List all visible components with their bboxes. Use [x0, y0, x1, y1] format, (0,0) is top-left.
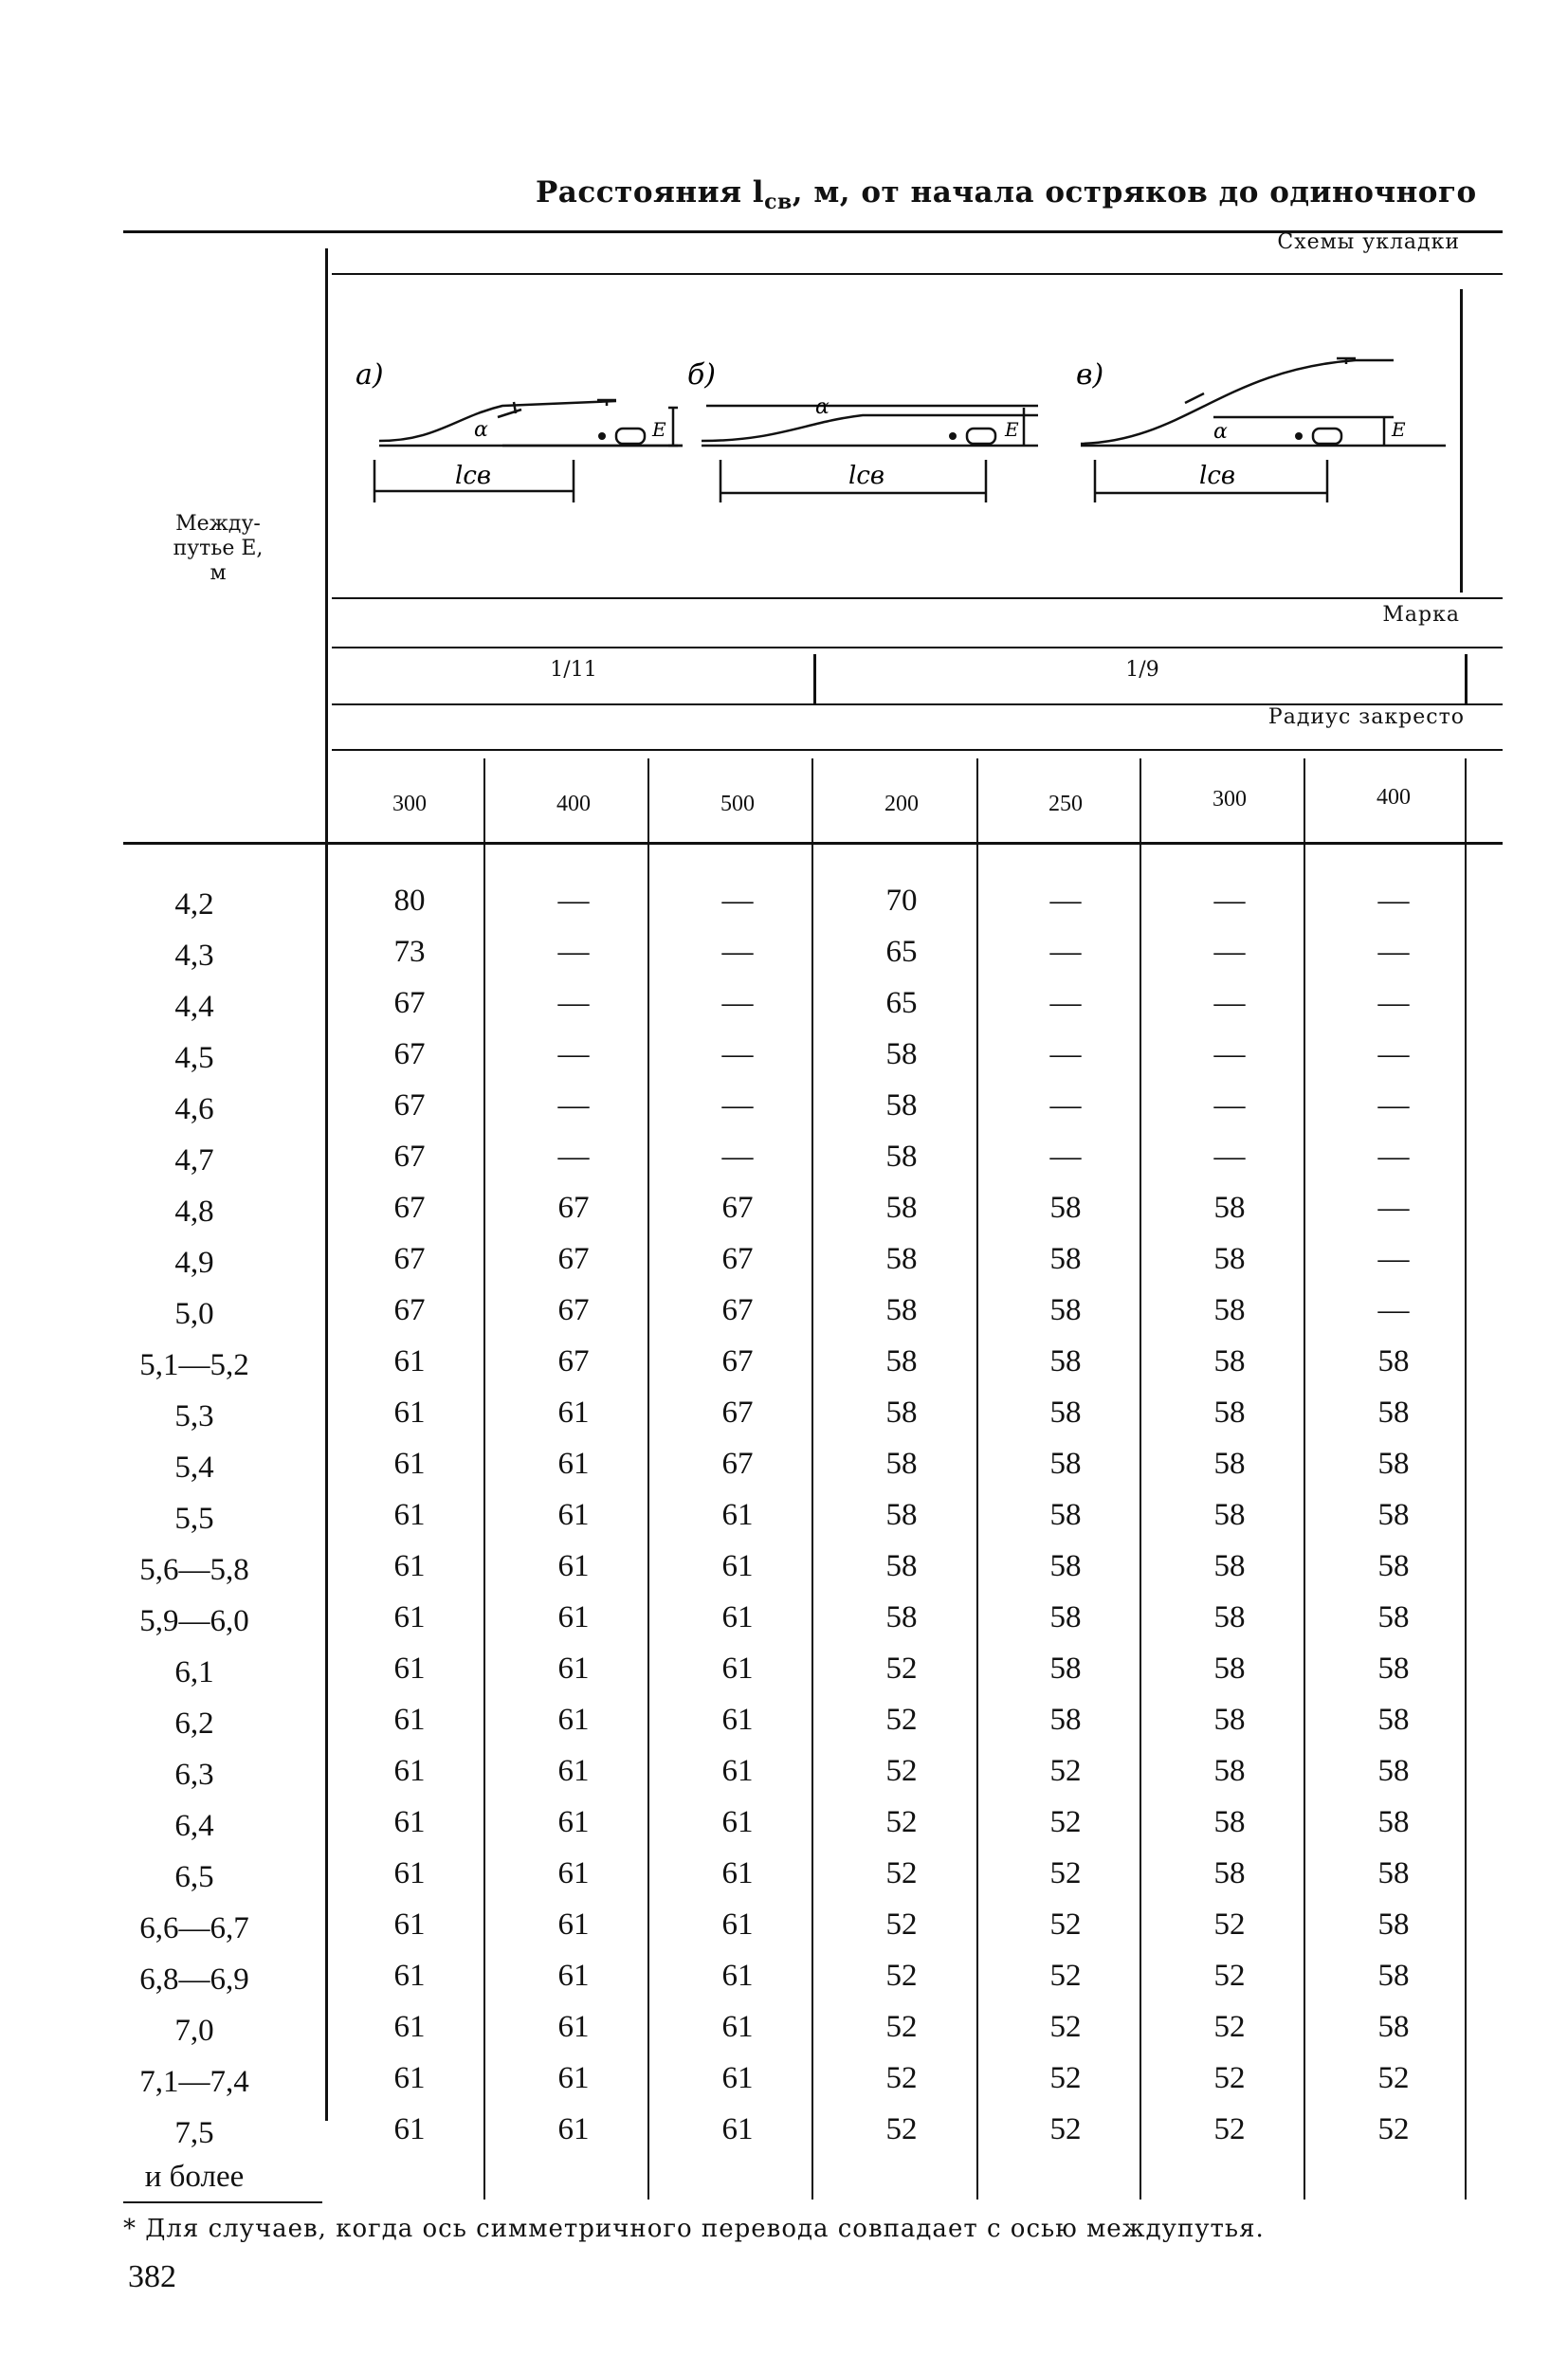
table-cell: 61 [393, 2061, 426, 2095]
row-label: 4,3 [174, 939, 214, 973]
table-cell: 67 [721, 1344, 754, 1378]
table-cell: 61 [557, 2112, 590, 2146]
table-cell: 52 [1049, 1856, 1082, 1890]
row-label: 7,5 [174, 2116, 214, 2150]
table-cell: — [721, 884, 754, 918]
row-label: 5,5 [174, 1502, 214, 1536]
table-cell: — [1377, 1242, 1410, 1276]
table-cell: — [721, 1088, 754, 1123]
table-cell: 58 [885, 1088, 918, 1123]
row-label: 6,6—6,7 [139, 1911, 249, 1945]
table-cell: 58 [1213, 1293, 1246, 1327]
row-label: 5,0 [174, 1297, 214, 1331]
table-cell: 58 [1213, 1600, 1246, 1634]
row-label: 6,3 [174, 1758, 214, 1792]
diagram-a-label: lсв [455, 462, 492, 490]
row-label: 4,2 [174, 887, 214, 922]
table-cell: 52 [885, 1908, 918, 1942]
table-cell: 58 [1377, 2010, 1410, 2044]
table-cell: 61 [721, 1652, 754, 1686]
marka-1-11: 1/11 [550, 658, 597, 682]
table-cell: 58 [1049, 1549, 1082, 1583]
table-cell: 61 [393, 1652, 426, 1686]
table-cell: 61 [557, 1703, 590, 1737]
table-cell: 52 [1049, 1908, 1082, 1942]
table-cell: 58 [1377, 1600, 1410, 1634]
table-cell: 58 [885, 1293, 918, 1327]
table-cell: 67 [393, 1191, 426, 1225]
table-cell: 65 [885, 986, 918, 1020]
table-cell: — [557, 986, 590, 1020]
table-cell: — [1049, 935, 1082, 969]
table-cell: 58 [1377, 1754, 1410, 1788]
table-cell: 61 [393, 1344, 426, 1378]
table-cell: 61 [557, 1600, 590, 1634]
table-cell: — [1213, 1088, 1246, 1123]
footnote: * Для случаев, когда ось симметричного перевода совпадает с осью междупутья. [123, 2215, 1265, 2243]
table-cell: 67 [557, 1191, 590, 1225]
marka-1-9: 1/9 [1125, 658, 1159, 682]
table-cell: 58 [1377, 1805, 1410, 1839]
row-label: 6,1 [174, 1655, 214, 1689]
last-row-extra: и более [144, 2160, 245, 2194]
table-cell: — [1049, 884, 1082, 918]
row-label: 6,4 [174, 1809, 214, 1843]
table-cell: 58 [1049, 1293, 1082, 1327]
row-label: 4,7 [174, 1143, 214, 1177]
table-cell: — [721, 986, 754, 1020]
table-cell: 52 [885, 2061, 918, 2095]
table-cell: 61 [721, 2061, 754, 2095]
table-cell: 61 [557, 1856, 590, 1890]
left-column-divider [325, 248, 328, 2121]
radius-col-2: 400 [556, 792, 591, 816]
table-cell: — [1213, 884, 1246, 918]
table-cell: 58 [885, 1140, 918, 1174]
table-cell: 61 [721, 1600, 754, 1634]
table-cell: 52 [1213, 2010, 1246, 2044]
table-cell: 58 [885, 1600, 918, 1634]
marka-right-border [1465, 654, 1468, 703]
table-cell: 52 [1377, 2061, 1410, 2095]
table-cell: — [721, 935, 754, 969]
table-cell: 61 [393, 1959, 426, 1993]
table-cell: — [557, 1088, 590, 1123]
table-cell: 67 [393, 1242, 426, 1276]
row-label: 6,8—6,9 [139, 1962, 249, 1997]
table-cell: — [1377, 1037, 1410, 1071]
table-cell: 52 [1049, 2112, 1082, 2146]
table-cell: 61 [557, 1498, 590, 1532]
page-number: 382 [128, 2259, 176, 2294]
table-cell: 58 [885, 1344, 918, 1378]
table-cell: 52 [1213, 2112, 1246, 2146]
diagram-v-alpha: α [1213, 420, 1228, 444]
table-cell: 70 [885, 884, 918, 918]
table-cell: 61 [721, 1959, 754, 1993]
table-cell: 52 [885, 1805, 918, 1839]
table-cell: 58 [1377, 1908, 1410, 1942]
table-cell: — [557, 884, 590, 918]
table-cell: 58 [1213, 1498, 1246, 1532]
table-cell: — [1377, 1088, 1410, 1123]
table-cell: 61 [393, 1805, 426, 1839]
table-cell: 61 [721, 2112, 754, 2146]
table-cell: — [1049, 1037, 1082, 1071]
table-cell: — [721, 1037, 754, 1071]
table-cell: — [1377, 1191, 1410, 1225]
table-cell: — [721, 1140, 754, 1174]
table-cell: — [557, 1037, 590, 1071]
table-cell: 58 [885, 1549, 918, 1583]
row-label: 4,6 [174, 1092, 214, 1126]
table-cell: 61 [557, 1805, 590, 1839]
radius-col-7: 400 [1377, 785, 1411, 810]
table-cell: 52 [1049, 2010, 1082, 2044]
table-cell: 58 [1377, 1652, 1410, 1686]
table-cell: 58 [885, 1396, 918, 1430]
diagram-a-alpha: α [474, 418, 488, 442]
diagram-v-letter: в) [1076, 358, 1104, 392]
table-cell: 58 [1049, 1396, 1082, 1430]
table-cell: 52 [885, 1959, 918, 1993]
table-cell: 61 [557, 1959, 590, 1993]
table-cell: 52 [885, 2010, 918, 2044]
table-cell: 52 [1213, 1959, 1246, 1993]
table-cell: — [1049, 1088, 1082, 1123]
row-label: 5,6—5,8 [139, 1553, 249, 1587]
table-cell: 58 [1213, 1242, 1246, 1276]
table-cell: — [1213, 1037, 1246, 1071]
table-cell: 61 [393, 2010, 426, 2044]
radius-col-5: 250 [1048, 792, 1083, 816]
table-cell: 67 [557, 1242, 590, 1276]
radius-col-6: 300 [1212, 787, 1247, 812]
diagram-b-letter: б) [687, 358, 717, 392]
table-cell: 58 [1213, 1396, 1246, 1430]
table-cell: 67 [721, 1242, 754, 1276]
table-cell: 67 [721, 1191, 754, 1225]
table-cell: — [1377, 884, 1410, 918]
table-cell: 58 [885, 1498, 918, 1532]
radius-col-3: 500 [720, 792, 755, 816]
table-cell: 61 [557, 1549, 590, 1583]
table-cell: 61 [393, 1856, 426, 1890]
marka-divider [813, 654, 816, 703]
table-cell: 52 [885, 1754, 918, 1788]
schemes-rule [332, 273, 1503, 275]
row-label: 5,1—5,2 [139, 1348, 249, 1382]
table-cell: — [1377, 935, 1410, 969]
table-cell: 52 [885, 1856, 918, 1890]
table-cell: 61 [393, 1600, 426, 1634]
table-cell: 58 [1213, 1344, 1246, 1378]
table-cell: 58 [1049, 1191, 1082, 1225]
table-cell: 67 [721, 1447, 754, 1481]
table-cell: 61 [557, 1396, 590, 1430]
table-cell: 58 [1049, 1242, 1082, 1276]
diagram-b-label: lсв [848, 462, 885, 490]
table-cell: 58 [1377, 1396, 1410, 1430]
diagram-b-e: E [1005, 418, 1019, 441]
table-cell: 58 [1049, 1600, 1082, 1634]
table-cell: 65 [885, 935, 918, 969]
table-cell: 61 [721, 1703, 754, 1737]
table-cell: 52 [1213, 1908, 1246, 1942]
table-cell: 67 [721, 1396, 754, 1430]
table-cell: 67 [393, 1088, 426, 1123]
table-cell: — [1377, 1293, 1410, 1327]
table-cell: 58 [1049, 1447, 1082, 1481]
table-cell: 58 [1049, 1703, 1082, 1737]
table-cell: 61 [721, 1754, 754, 1788]
left-column-header: Между- путье E, м [173, 512, 264, 585]
table-cell: 61 [393, 2112, 426, 2146]
table-cell: 61 [393, 1908, 426, 1942]
table-cell: 58 [1213, 1191, 1246, 1225]
table-cell: 52 [885, 1652, 918, 1686]
table-cell: 58 [1377, 1447, 1410, 1481]
table-cell: 58 [1213, 1856, 1246, 1890]
table-cell: 58 [1377, 1856, 1410, 1890]
table-cell: 61 [721, 2010, 754, 2044]
table-cell: — [1213, 986, 1246, 1020]
col-divider [647, 758, 649, 2200]
table-cell: 58 [1377, 1549, 1410, 1583]
table-cell: 58 [885, 1191, 918, 1225]
row-label: 6,5 [174, 1860, 214, 1894]
table-cell: 52 [885, 2112, 918, 2146]
table-cell: 67 [557, 1293, 590, 1327]
table-cell: 67 [393, 986, 426, 1020]
table-cell: 52 [1049, 2061, 1082, 2095]
table-cell: 61 [557, 1652, 590, 1686]
table-cell: 61 [393, 1396, 426, 1430]
table-cell: 58 [1213, 1652, 1246, 1686]
table-cell: 61 [557, 1754, 590, 1788]
row-label: 5,3 [174, 1399, 214, 1433]
row-label: 4,4 [174, 990, 214, 1024]
row-label: 7,1—7,4 [139, 2065, 249, 2099]
table-cell: 58 [885, 1447, 918, 1481]
table-cell: 58 [885, 1242, 918, 1276]
table-cell: 61 [393, 1498, 426, 1532]
table-cell: 58 [885, 1037, 918, 1071]
page-title: Расстояния $l_{св}$, м, от начала остряков до одиночного [536, 175, 1477, 215]
radius-header: Радиус закресто [1267, 705, 1465, 729]
table-cell: 58 [1213, 1805, 1246, 1839]
diagram-v-e: E [1392, 418, 1406, 441]
col-divider [1465, 758, 1467, 2200]
table-cell: 61 [557, 1447, 590, 1481]
table-cell: 67 [557, 1344, 590, 1378]
table-cell: — [1377, 1140, 1410, 1174]
row-label: 7,0 [174, 2014, 214, 2048]
table-cell: 52 [1213, 2061, 1246, 2095]
row-label: 4,5 [174, 1041, 214, 1075]
table-cell: 61 [557, 1908, 590, 1942]
table-cell: 58 [1377, 1959, 1410, 1993]
table-cell: — [1377, 986, 1410, 1020]
table-cell: 58 [1049, 1652, 1082, 1686]
table-cell: 67 [393, 1140, 426, 1174]
table-cell: 67 [721, 1293, 754, 1327]
table-cell: 52 [1049, 1805, 1082, 1839]
diagram-v-label: lсв [1199, 462, 1236, 490]
table-cell: — [1213, 1140, 1246, 1174]
table-cell: 58 [1377, 1344, 1410, 1378]
table-cell: — [1049, 986, 1082, 1020]
marka-header: Марка [1382, 603, 1460, 627]
table-cell: 58 [1213, 1754, 1246, 1788]
table-cell: 61 [557, 2061, 590, 2095]
table-cell: 58 [1377, 1703, 1410, 1737]
row-label: 4,9 [174, 1246, 214, 1280]
table-cell: 61 [721, 1498, 754, 1532]
table-cell: 52 [1049, 1754, 1082, 1788]
table-cell: 58 [1049, 1344, 1082, 1378]
table-cell: 52 [885, 1703, 918, 1737]
row-label: 5,4 [174, 1451, 214, 1485]
table-cell: 67 [393, 1037, 426, 1071]
row-label: 5,9—6,0 [139, 1604, 249, 1638]
layout-schemes-diagram [332, 351, 1469, 531]
table-cell: — [557, 935, 590, 969]
table-cell: 61 [721, 1908, 754, 1942]
diagram-a-letter: а) [356, 358, 384, 392]
table-cell: 52 [1049, 1959, 1082, 1993]
table-cell: 80 [393, 884, 426, 918]
schemes-header: Схемы укладки [1277, 230, 1460, 254]
table-cell: 61 [721, 1549, 754, 1583]
row-label: 6,2 [174, 1707, 214, 1741]
diagram-bottom-rule [332, 597, 1503, 599]
row-label: 4,8 [174, 1195, 214, 1229]
col-divider [811, 758, 813, 2200]
table-cell: 61 [393, 1447, 426, 1481]
table-cell: 73 [393, 935, 426, 969]
marka-rule [332, 647, 1503, 648]
footnote-rule [123, 2201, 322, 2203]
col-divider [1140, 758, 1141, 2200]
diagram-a-e: E [652, 418, 666, 441]
table-cell: — [1213, 935, 1246, 969]
table-cell: 58 [1213, 1447, 1246, 1481]
table-cell: 61 [721, 1805, 754, 1839]
table-cell: 58 [1049, 1498, 1082, 1532]
table-cell: 61 [393, 1549, 426, 1583]
table-cell: 58 [1213, 1549, 1246, 1583]
col-divider [1304, 758, 1305, 2200]
col-divider [976, 758, 978, 2200]
table-cell: — [557, 1140, 590, 1174]
table-cell: 61 [393, 1703, 426, 1737]
table-cell: 67 [393, 1293, 426, 1327]
table-cell: 61 [721, 1856, 754, 1890]
table-cell: — [1049, 1140, 1082, 1174]
radius-rule [332, 749, 1503, 751]
diagram-b-alpha: α [815, 395, 830, 419]
table-cell: 52 [1377, 2112, 1410, 2146]
table-cell: 58 [1377, 1498, 1410, 1532]
radius-col-1: 300 [392, 792, 427, 816]
table-cell: 61 [393, 1754, 426, 1788]
col-divider [483, 758, 485, 2200]
radius-col-4: 200 [884, 792, 919, 816]
table-cell: 58 [1213, 1703, 1246, 1737]
table-cell: 61 [557, 2010, 590, 2044]
